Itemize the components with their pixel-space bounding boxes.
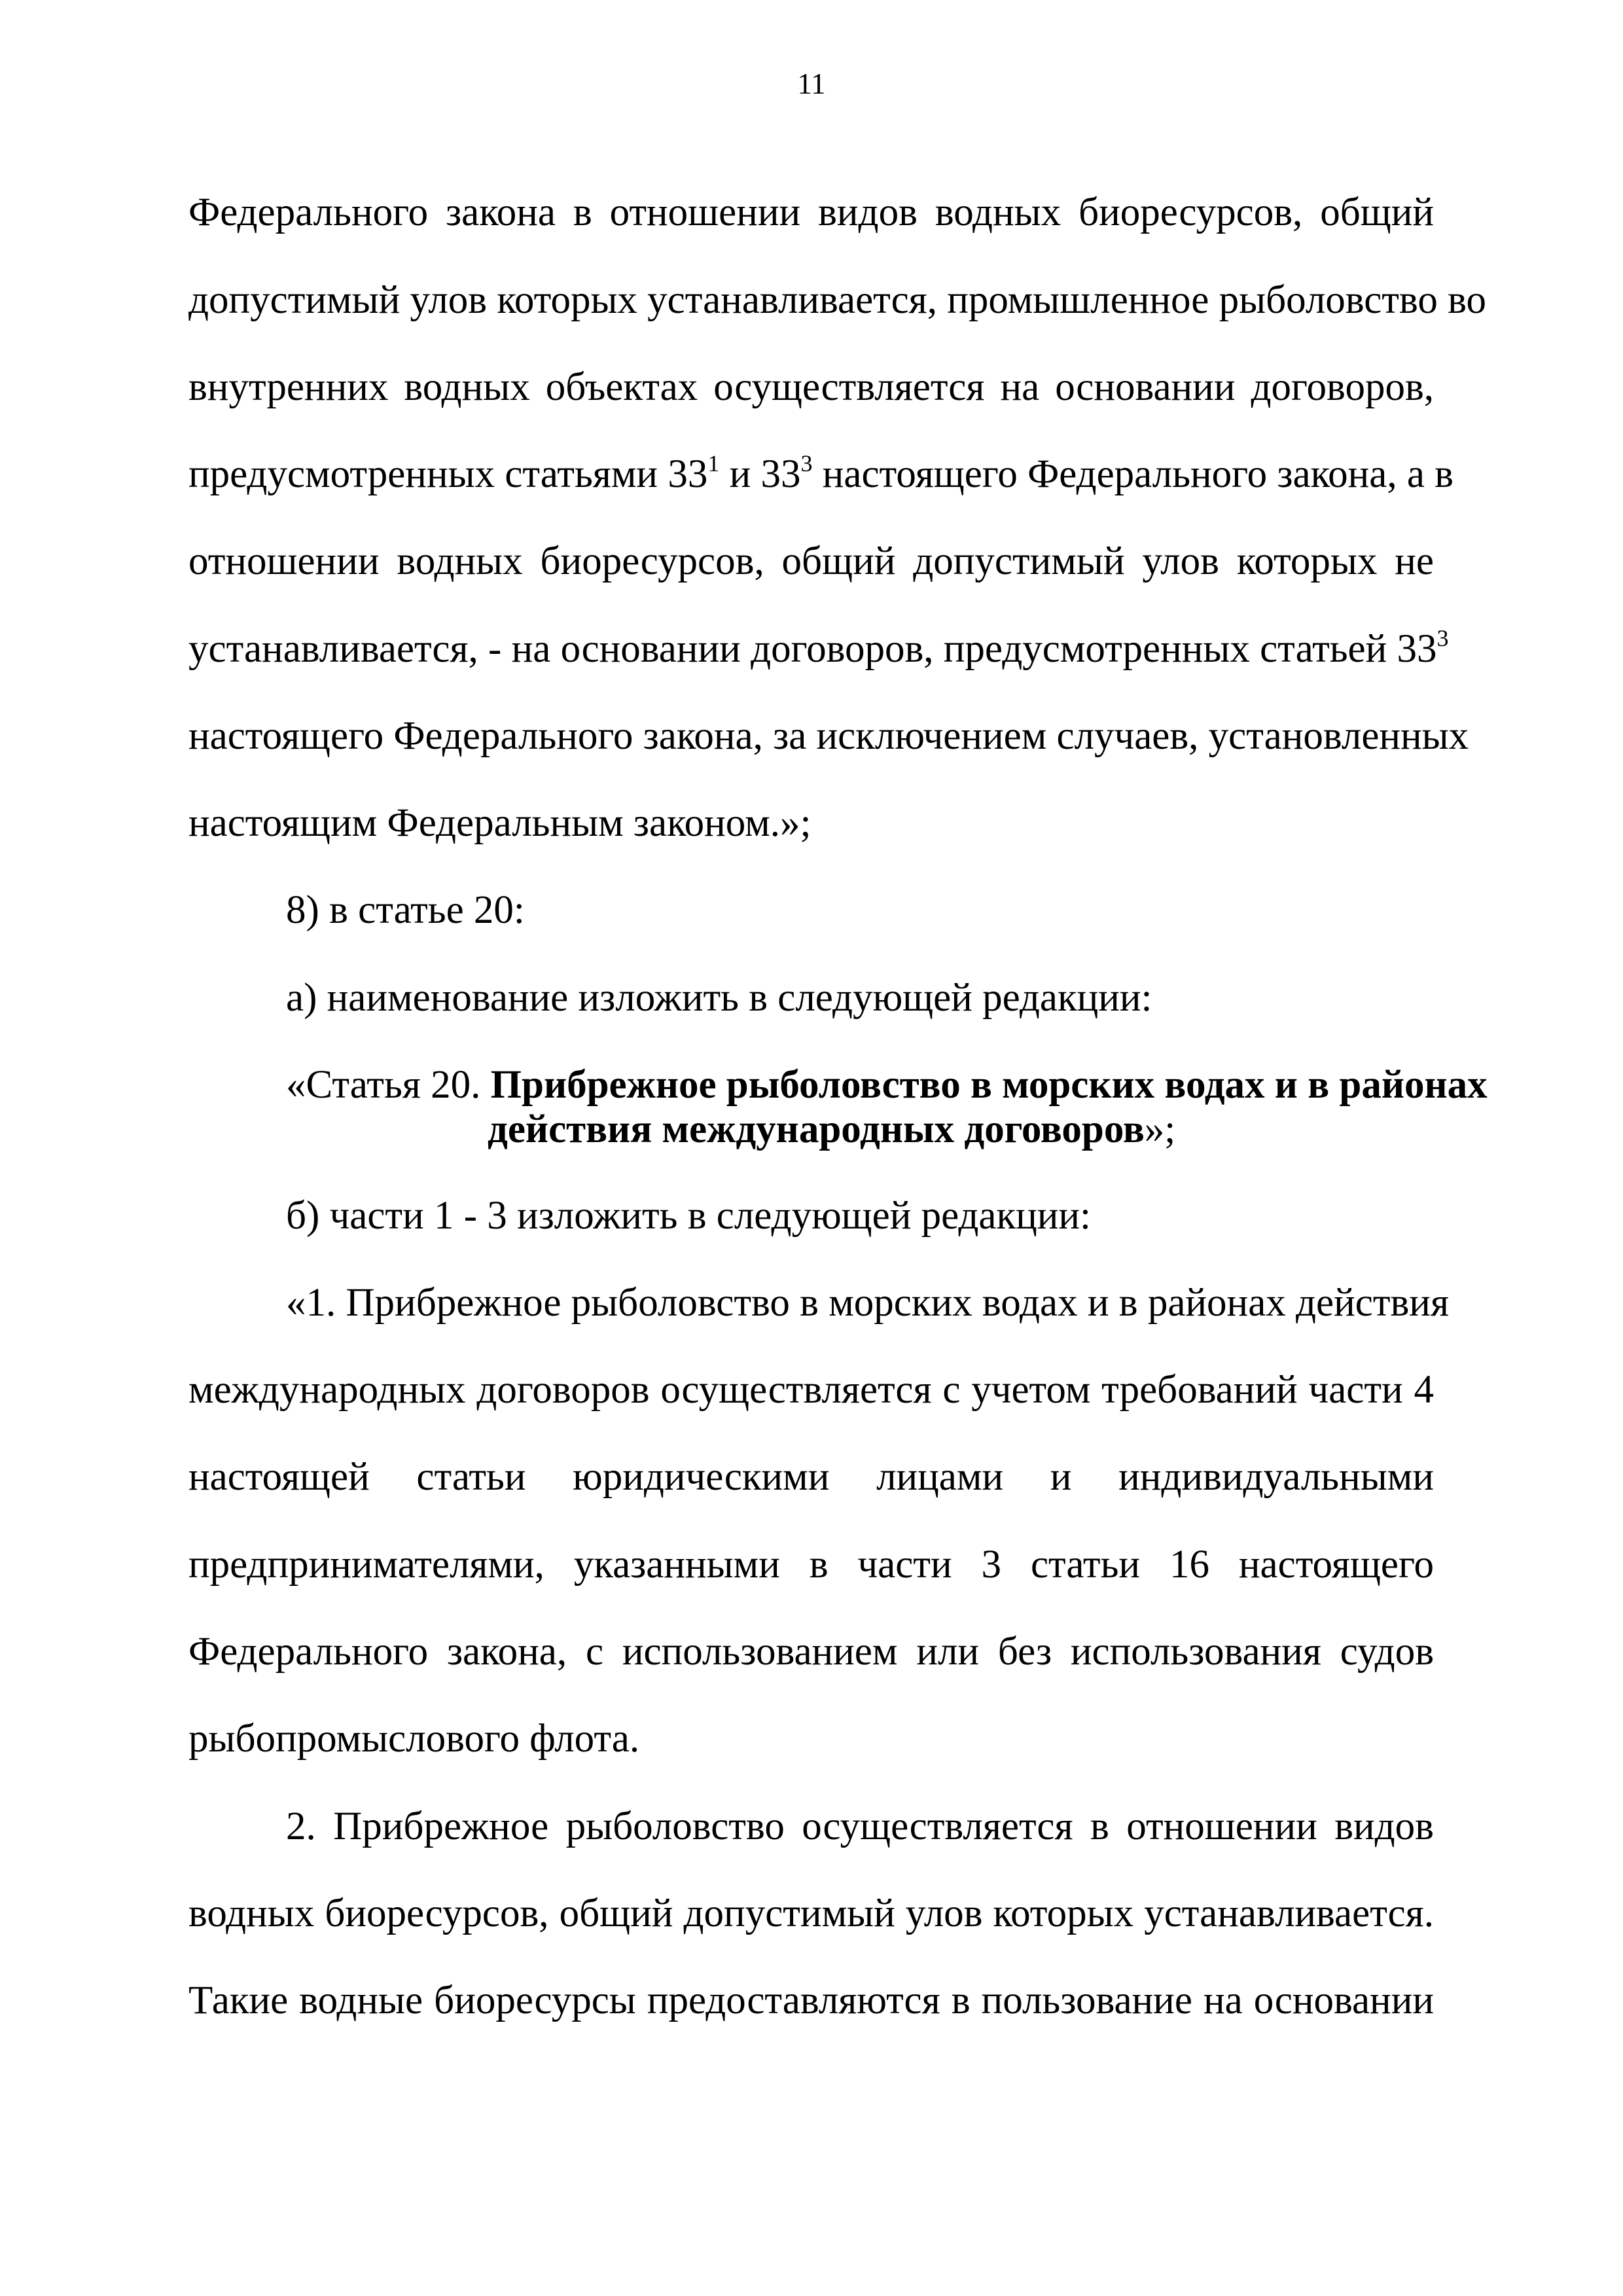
text-line: Федерального закона, с использованием или без использования судов [188, 1630, 1434, 1674]
text-line: настоящей статьи юридическими лицами и индивидуальными [188, 1455, 1434, 1499]
article-heading: действия международных договоров»; [488, 1107, 1176, 1151]
text-line: внутренних водных объектах осуществляется на основании договоров, [188, 365, 1434, 409]
text-line: настоящего Федерального закона, за исключением случаев, установленных [188, 714, 1469, 758]
article-heading: «Статья 20. Прибрежное рыболовство в морских водах и в районах [286, 1063, 1488, 1107]
text-line: допустимый улов которых устанавливается, промышленное рыболовство во [188, 278, 1486, 322]
text-line: настоящим Федеральным законом.»; [188, 801, 812, 845]
text-line: водных биоресурсов, общий допустимый улов которых устанавливается. [188, 1892, 1434, 1935]
text-line: отношении водных биоресурсов, общий допустимый улов которых не [188, 539, 1434, 583]
list-item: а) наименование изложить в следующей редакции: [286, 976, 1152, 1020]
text-line: предусмотренных статьями $33^1$ и $33^3$ настоящего Федерального закона, а в [188, 450, 1454, 496]
text-line: устанавливается, - на основании договоров, предусмотренных статьей $33^3$ [188, 625, 1449, 671]
text-line: Такие водные биоресурсы предоставляются в пользование на основании [188, 1979, 1434, 2022]
text-line: «1. Прибрежное рыболовство в морских водах и в районах действия [286, 1281, 1450, 1325]
text-line: 2. Прибрежное рыболовство осуществляется в отношении видов [286, 1804, 1434, 1848]
list-item: 8) в статье 20: [286, 888, 525, 932]
text-line: рыбопромыслового флота. [188, 1717, 640, 1761]
text-line: Федерального закона в отношении видов водных биоресурсов, общий [188, 190, 1434, 234]
page-number: 11 [797, 67, 826, 100]
list-item: б) части 1 - 3 изложить в следующей редакции: [286, 1194, 1092, 1238]
text-line: предпринимателями, указанными в части 3 статьи 16 настоящего [188, 1543, 1434, 1587]
text-line: международных договоров осуществляется с учетом требований части 4 [188, 1368, 1434, 1412]
